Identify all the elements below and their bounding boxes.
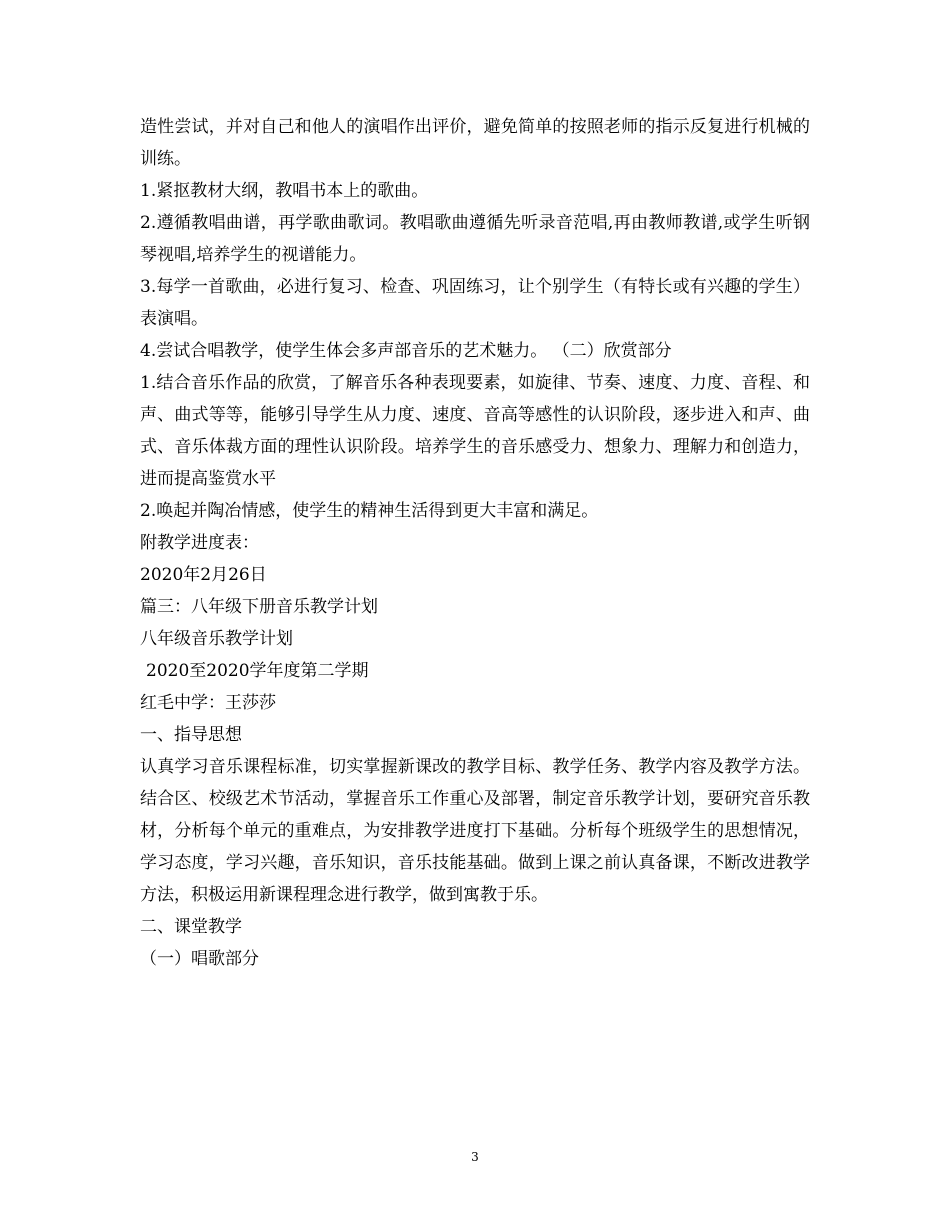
list-item-4: 4.尝试合唱教学，使学生体会多声部音乐的艺术魅力。 （二）欣赏部分 — [140, 341, 672, 361]
date-line: 2020年2月26日 — [140, 565, 267, 585]
document-body — [140, 111, 810, 975]
author-line: 红毛中学：王莎莎 — [140, 693, 276, 713]
page-number: 3 — [471, 1150, 479, 1164]
plan-title: 八年级音乐教学计划 — [140, 629, 293, 649]
semester-line: 2020至2020学年度第二学期 — [146, 661, 369, 681]
appreciation-item-1: 1.结合音乐作品的欣赏，了解音乐各种表现要素，如旋律、节奏、速度、力度、音程、和声、曲式等等，能够引导学生从力度、速度、音高等感性的认识阶段，逐步进入和声、曲式、音乐体裁方面的理性认识阶段。培养学生的音乐感受力、想象力、理解力和创造力，进而提高鉴赏水平 — [140, 373, 810, 489]
subsection-heading-singing: （一）唱歌部分 — [140, 949, 259, 969]
list-item-3: 3.每学一首歌曲，必进行复习、检查、巩固练习，让个别学生（有特长或有兴趣的学生）表演唱。 — [140, 277, 810, 329]
appreciation-item-2: 2.唤起并陶冶情感，使学生的精神生活得到更大丰富和满足。 — [140, 501, 599, 521]
section-heading-guiding-thought: 一、指导思想 — [140, 725, 242, 745]
list-item-1: 1.紧抠教材大纲，教唱书本上的歌曲。 — [140, 181, 429, 201]
schedule-label: 附教学进度表： — [140, 533, 259, 553]
section-heading-classroom: 二、课堂教学 — [140, 917, 242, 937]
list-item-2: 2.遵循教唱曲谱，再学歌曲歌词。教唱歌曲遵循先听录音范唱,再由教师教谱,或学生听钢琴视唱,培养学生的视谱能力。 — [140, 213, 810, 265]
guiding-thought-paragraph: 认真学习音乐课程标准，切实掌握新课改的教学目标、教学任务、教学内容及教学方法。结合区、校级艺术节活动，掌握音乐工作重心及部署，制定音乐教学计划，要研究音乐教材，分析每个单元的重难点，为安排教学进度打下基础。分析每个班级学生的思想情况，学习态度，学习兴趣，音乐知识，音乐技能基础。做到上课之前认真备课，不断改进教学方法，积极运用新课程理念进行教学，做到寓教于乐。 — [140, 757, 810, 905]
paragraph-continuation: 造性尝试，并对自己和他人的演唱作出评价，避免简单的按照老师的指示反复进行机械的训练。 — [140, 117, 810, 169]
chapter-title: 篇三：八年级下册音乐教学计划 — [140, 597, 378, 617]
